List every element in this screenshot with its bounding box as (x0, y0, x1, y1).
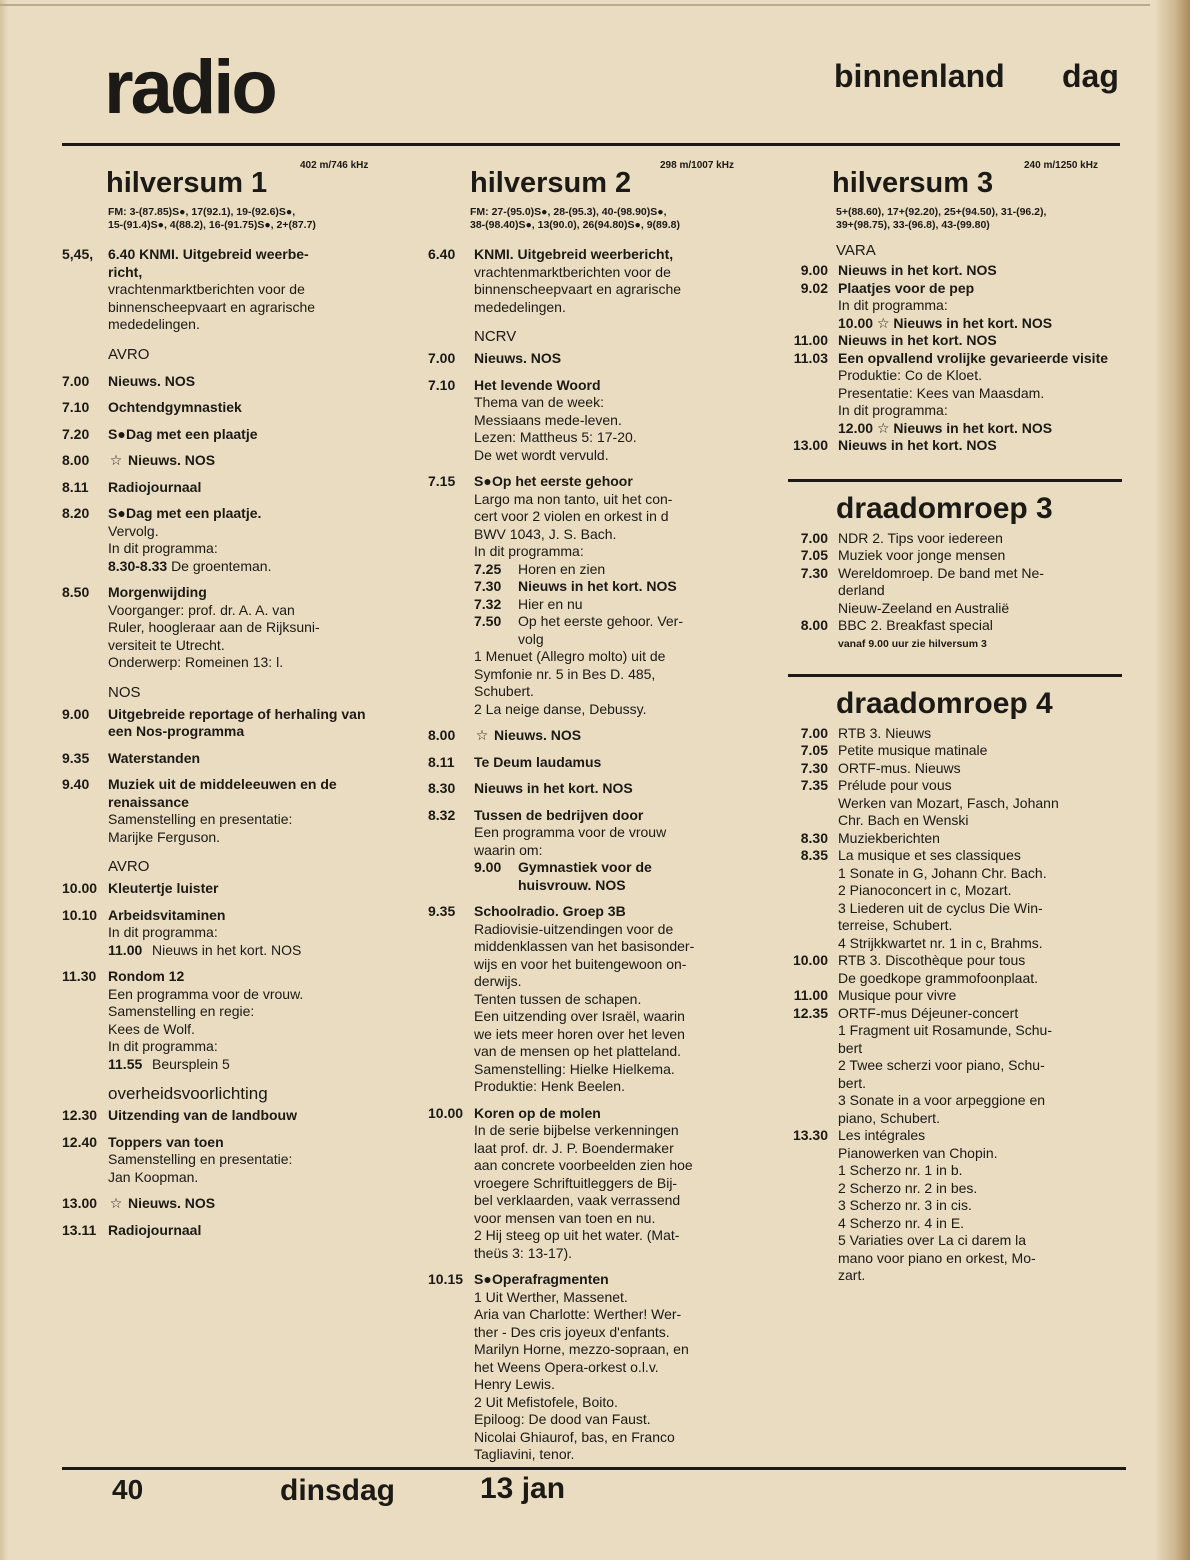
program-title: Ochtendgymnastiek (108, 399, 242, 415)
time: 7.30 (800, 759, 828, 776)
star-icon: ☆ (475, 727, 489, 743)
list-item (782, 262, 1122, 280)
star-icon: ☆ (109, 452, 123, 468)
program-title: Les intégrales Pianowerken van Chopin. 1 Scherzo nr. 1 in b. 2 Scherzo nr. 2 in bes. 3 Scherzo nr. 3 in cis. 4 Scherzo nr. 4 in E. 5 Variaties over La ci darem la mano voor piano en orkest, Mo- zart. (838, 1127, 1036, 1283)
program-title: Nieuws. NOS (108, 372, 196, 389)
program-title: RTB 3. Nieuws (838, 724, 932, 741)
time: 8.00 (62, 452, 90, 468)
list-item (428, 246, 758, 316)
draadomroep-4-heading: draadomroep 4 (836, 686, 1053, 720)
program-description: 1 Menuet (Allegro molto) uit de Symfonie nr. 5 in Bes D. 485, Schubert. 2 La neige danse, Debussy. (474, 648, 666, 717)
list-item (428, 350, 758, 368)
sub-item: Hier en nu (518, 595, 583, 612)
time: 8.00 (800, 617, 828, 633)
time: 8.30 (800, 829, 828, 846)
list-item (62, 584, 382, 672)
list-item (62, 907, 382, 960)
list-item (428, 807, 758, 895)
station-name: hilversum 1 (106, 167, 268, 199)
list-item (782, 777, 1122, 830)
program-title: Dag met een plaatje (126, 425, 258, 442)
program-title: Musique pour vivre (838, 987, 957, 1003)
program-description: vrachtenmarktberichten voor de binnenscheepvaart en agrarische mededelingen. (474, 263, 682, 315)
time: 10.10 (62, 906, 98, 923)
sub-item: Gymnastiek voor de huisvrouw. NOS (518, 859, 652, 893)
time: 13.30 (792, 1127, 828, 1143)
time: 8.30 (428, 780, 456, 796)
list-item (62, 968, 382, 1073)
list-item (62, 750, 382, 768)
program-description: Voorganger: prof. dr. A. A. van Ruler, hoogleraar aan de Rijksuni- versiteit te Utrecht. Onderwerp: Romeinen 13: l. (108, 601, 320, 670)
time: 10.00 (428, 1104, 464, 1121)
list-item (428, 473, 758, 718)
section-divider (788, 479, 1122, 482)
program-description: Een programma voor de vrouw. Samenstelling en regie: Kees de Wolf. In dit programma: (108, 985, 304, 1054)
draadomroep-3-heading: draadomroep 3 (836, 491, 1053, 525)
station-frequency: 240 m/1250 kHz (1024, 160, 1098, 171)
program-title: KNMI. Uitgebreid weerbericht, (474, 246, 674, 262)
time: 8.11 (62, 478, 89, 495)
draadomroep-3-list (782, 530, 1122, 635)
list-item (782, 437, 1122, 455)
column-hilversum-3 (782, 150, 1122, 1285)
time: 6.40 (428, 246, 456, 262)
list-item (62, 706, 382, 741)
stereo-icon: S● (108, 505, 126, 521)
program-title: Koren op de molen (474, 1104, 601, 1121)
program-title: Morgenwijding (108, 584, 207, 600)
draadomroep-4-list (782, 725, 1122, 1285)
program-title: Tussen de bedrijven door (474, 806, 644, 823)
program-title: Wereldomroep. De band met Ne- derland Nieuw-Zeeland en Australië (838, 564, 1044, 616)
program-title: Nieuws in het kort. NOS (838, 332, 997, 348)
program-description: Radiovisie-uitzendingen voor de middenklassen van het basisonder- wijs en voor het buitengewoon on- derwijs. Tenten tussen de schapen. Een uitzending over Israël, waarin we iets meer horen over het leven van de mensen op het platteland. Samenstelling: Hielke Hielkema. Produktie: Henk Beelen. (474, 920, 695, 1094)
list-item (782, 725, 1122, 743)
column-hilversum-2 (428, 150, 758, 1464)
sub-time: 11.00 (108, 941, 143, 958)
program-title: Nieuws in het kort. NOS (838, 437, 997, 453)
station-name: hilversum 3 (832, 167, 994, 199)
program-title: BBC 2. Breakfast special (838, 617, 993, 633)
time: 7.20 (62, 425, 90, 442)
program-title: ORTF-mus Déjeuner-concert 1 Fragment uit Rosamunde, Schu- bert 2 Twee scherzi voor piano, Schu- bert. 3 Sonate in a voor arpeggione en piano, Schubert. (838, 1004, 1052, 1126)
program-title: RTB 3. Discothèque pour tous De goedkope grammofoonplaat. (838, 952, 1039, 986)
program-title: Prélude pour vous Werken van Mozart, Fasch, Johann Chr. Bach en Wenski (838, 777, 1059, 828)
list-item (782, 760, 1122, 778)
list-item (62, 880, 382, 898)
time: 9.02 (800, 279, 828, 296)
program-title: Operafragmenten (492, 1271, 609, 1287)
program-title: Arbeidsvitaminen (108, 906, 226, 923)
time: 7.00 (800, 529, 828, 546)
list-item (782, 742, 1122, 760)
list-item (62, 479, 382, 497)
list-item (62, 452, 382, 470)
sub-time: 7.25 (474, 560, 502, 577)
stereo-icon: S● (474, 1271, 492, 1287)
program-title: Te Deum laudamus (474, 753, 602, 770)
sub-item: ☆ Nieuws in het kort. NOS (876, 419, 1053, 436)
time: 8.11 (428, 753, 455, 770)
sub-item: De groenteman. (171, 557, 272, 574)
list-item (62, 1195, 382, 1213)
program-title: Nieuws. NOS (494, 727, 582, 743)
sub-time: 7.32 (474, 595, 502, 612)
column-hilversum-1 (62, 150, 382, 1239)
list-item (62, 505, 382, 575)
list-item (428, 1105, 758, 1263)
program-title: Muziek voor jonge mensen (838, 547, 1006, 563)
list-item (62, 1134, 382, 1187)
time: 12.35 (792, 1004, 828, 1021)
list-item (782, 350, 1122, 438)
time: 7.00 (800, 724, 828, 741)
program-title: Kleutertje luister (108, 880, 219, 896)
time: 10.00 (62, 880, 98, 896)
broadcaster-label: NOS (108, 683, 141, 701)
program-title: La musique et ses classiques 1 Sonate in G, Johann Chr. Bach. 2 Pianoconcert in c, Mozart. 3 Liederen uit de cyclus Die Win- terreise, Schubert. 4 Strijkkwartet nr. 1 in c, Brahms. (838, 847, 1047, 951)
time: 9.00 (800, 262, 828, 278)
time: 7.05 (800, 547, 828, 563)
list-item (782, 1127, 1122, 1285)
list-item (62, 776, 382, 846)
program-title: Petite musique matinale (838, 742, 988, 758)
time: 11.00 (793, 332, 828, 348)
time: 7.10 (428, 376, 456, 393)
program-title: Uitgebreide reportage of herhaling van een Nos-programma (108, 705, 366, 739)
page-title: radio (104, 45, 275, 130)
stereo-icon: S● (474, 473, 492, 489)
time: 8.50 (62, 584, 90, 600)
fm-frequencies: FM: 3-(87.85)S●, 17(92.1), 19-(92.6)S●, 15-(91.4)S●, 4(88.2), 16-(91.75)S●, 2+(87.7) (108, 206, 316, 231)
page-number: 40 (112, 1474, 144, 1505)
program-title: Nieuws in het kort. NOS (474, 780, 633, 796)
time: 9.00 (62, 705, 90, 722)
time: 8.00 (428, 727, 456, 743)
program-title: NDR 2. Tips voor iedereen (838, 529, 1003, 546)
footer-date: 13 jan (480, 1472, 566, 1505)
section-divider (788, 674, 1122, 677)
time: 7.10 (62, 399, 90, 415)
time: 13.11 (62, 1221, 97, 1238)
time: 8.20 (62, 505, 90, 521)
program-description: In dit programma: (108, 924, 218, 940)
list-item (428, 754, 758, 772)
time: 7.30 (800, 564, 828, 581)
footer-day: dinsdag (280, 1474, 396, 1507)
sub-time: 11.55 (108, 1055, 143, 1072)
broadcaster-label: VARA (836, 242, 876, 259)
program-description: Produktie: Co de Kloet. Presentatie: Kees van Maasdam. In dit programma: (838, 367, 1045, 418)
list-item (62, 373, 382, 391)
station-frequency: 298 m/1007 kHz (660, 160, 734, 171)
list-item (782, 1005, 1122, 1128)
broadcaster-label: AVRO (108, 858, 150, 875)
program-title: Uitzending van de landbouw (108, 1107, 297, 1123)
program-description: vrachtenmarktberichten voor de binnenscheepvaart en agrarische mededelingen. (108, 281, 316, 332)
time: 13.00 (792, 437, 828, 453)
station-header (782, 150, 1122, 200)
program-title: 6.40 KNMI. Uitgebreid weerbe- richt, (108, 246, 309, 280)
time: 9.35 (62, 749, 90, 766)
list-item (428, 377, 758, 465)
program-title: Dag met een plaatje. (126, 505, 262, 521)
station-header (428, 150, 758, 200)
program-title: Waterstanden (108, 749, 201, 766)
draadomroep-3-note: vanaf 9.00 uur zie hilversum 3 (838, 637, 987, 650)
program-title: Schoolradio. Groep 3B (474, 903, 626, 919)
time: 7.15 (428, 473, 456, 489)
list-item (782, 280, 1122, 333)
program-title: Plaatjes voor de pep (838, 279, 975, 296)
list-item (782, 547, 1122, 565)
program-title: Muziek uit de middeleeuwen en de renaissance (108, 776, 337, 810)
list-item (782, 987, 1122, 1005)
time: 11.00 (793, 987, 828, 1003)
time: 7.00 (62, 372, 90, 389)
sub-item: ☆ Nieuws in het kort. NOS (876, 314, 1053, 331)
list-item (62, 1222, 382, 1240)
program-title: Een opvallend vrolijke gevarieerde visite (838, 349, 1109, 366)
program-title: Nieuws. NOS (128, 1195, 216, 1211)
list-item (62, 426, 382, 444)
list-item (782, 565, 1122, 618)
program-description: 1 Uit Werther, Massenet. Aria van Charlotte: Werther! Wer- ther - Des cris joyeux d'enfants. Marilyn Horne, mezzo-sopraan, en het Weens Opera-orkest o.l.v. Henry Lewis. 2 Uit Mefistofele, Boito. Epiloog: De dood van Faust. Nicolai Ghiaurof, bas, en Franco Tagliavini, tenor. (474, 1288, 689, 1462)
broadcaster-label: overheidsvoorlichting (108, 1084, 268, 1103)
fm-frequencies: FM: 27-(95.0)S●, 28-(95.3), 40-(98.90)S●, 38-(98.40)S●, 13(90.0), 26(94.80)S●, 9(89.8) (470, 206, 680, 231)
list-item (62, 246, 382, 334)
sub-time: 7.30 (474, 578, 502, 594)
program-title: Radiojournaal (108, 1221, 202, 1238)
program-description: Vervolg. In dit programma: (108, 522, 218, 556)
time: 8.35 (800, 847, 828, 863)
footer-divider (62, 1467, 1126, 1470)
sub-item: Horen en zien (518, 560, 606, 577)
program-description: Thema van de week: Messiaans mede-leven. Lezen: Mattheus 5: 17-20. De wet wordt vervuld. (474, 394, 637, 463)
program-description: Samenstelling en presentatie: Jan Koopman. (108, 1151, 293, 1185)
time: 12.30 (62, 1107, 98, 1123)
list-item (782, 847, 1122, 952)
list-item (782, 952, 1122, 987)
time: 9.35 (428, 903, 456, 919)
time: 13.00 (62, 1195, 98, 1211)
time: 5,45, (62, 246, 94, 262)
station-name: hilversum 2 (470, 167, 632, 199)
time: 11.03 (793, 349, 828, 366)
program-title: Muziekberichten (838, 829, 940, 846)
list-item (428, 727, 758, 745)
program-title: Nieuws. NOS (474, 350, 562, 366)
time: 10.15 (428, 1271, 464, 1287)
sub-item: Op het eerste gehoor. Ver- volg (518, 613, 683, 647)
time: 11.30 (62, 968, 97, 984)
time: 10.00 (792, 952, 828, 968)
time: 7.05 (800, 742, 828, 758)
list-item (62, 1107, 382, 1125)
time: 7.00 (428, 350, 456, 366)
time: 7.35 (800, 777, 828, 793)
sub-item: Beursplein 5 (152, 1055, 230, 1072)
time: 9.40 (62, 776, 90, 792)
sub-item: Nieuws in het kort. NOS (152, 941, 302, 958)
header-divider (62, 143, 1120, 146)
program-title: Het levende Woord (474, 376, 601, 393)
section-label: binnenland (834, 58, 1005, 94)
time: 12.40 (62, 1133, 98, 1150)
program-title: Rondom 12 (108, 968, 185, 984)
list-item (782, 332, 1122, 350)
list-item (428, 903, 758, 1096)
list-item (62, 399, 382, 417)
station-frequency: 402 m/746 kHz (300, 160, 369, 171)
list-item (428, 1271, 758, 1464)
sub-time: 10.00 (838, 314, 874, 331)
list-item (782, 830, 1122, 848)
broadcaster-label: AVRO (108, 345, 150, 363)
list-item (782, 530, 1122, 548)
program-description: In dit programma: (838, 297, 948, 313)
program-description: Largo ma non tanto, uit het con- cert voor 2 violen en orkest in d BWV 1043, J. S. Bach. In dit programma: (474, 490, 673, 559)
program-title: Radiojournaal (108, 478, 202, 495)
fm-frequencies: 5+(88.60), 17+(92.20), 25+(94.50), 31-(96.2), 39+(98.75), 33-(96.8), 43-(99.80) (836, 206, 1047, 231)
program-description: Samenstelling en presentatie: Marijke Ferguson. (108, 811, 293, 845)
sub-time: 8.30-8.33 (108, 557, 168, 574)
broadcaster-label: NCRV (474, 328, 517, 345)
station-header (62, 150, 382, 200)
sub-time: 12.00 (838, 419, 874, 436)
sub-time: 9.00 (474, 859, 502, 875)
sub-time: 7.50 (474, 613, 502, 629)
program-title: Nieuws in het kort. NOS (838, 262, 997, 278)
program-description: Een programma voor de vrouw waarin om: (474, 824, 667, 858)
program-title: Nieuws. NOS (128, 452, 216, 468)
star-icon: ☆ (109, 1195, 123, 1211)
day-label: dag (1062, 58, 1119, 94)
list-item (782, 617, 1122, 635)
program-description: In de serie bijbelse verkenningen laat prof. dr. J. P. Boendermaker aan concrete voorbeelden zien hoe vroegere Schriftuitleggers de Bij- bel verklaarden, vaak verrassend voor mensen van toen en nu. 2 Hij steeg op uit het water. (Mat- theüs 3: 13-17). (474, 1122, 693, 1261)
sub-item: Nieuws in het kort. NOS (518, 578, 677, 594)
program-title: ORTF-mus. Nieuws (838, 759, 961, 776)
program-title: Toppers van toen (108, 1133, 224, 1150)
program-title: Op het eerste gehoor (492, 473, 633, 489)
list-item (428, 780, 758, 798)
time: 8.32 (428, 806, 456, 823)
stereo-icon: S● (108, 425, 126, 442)
